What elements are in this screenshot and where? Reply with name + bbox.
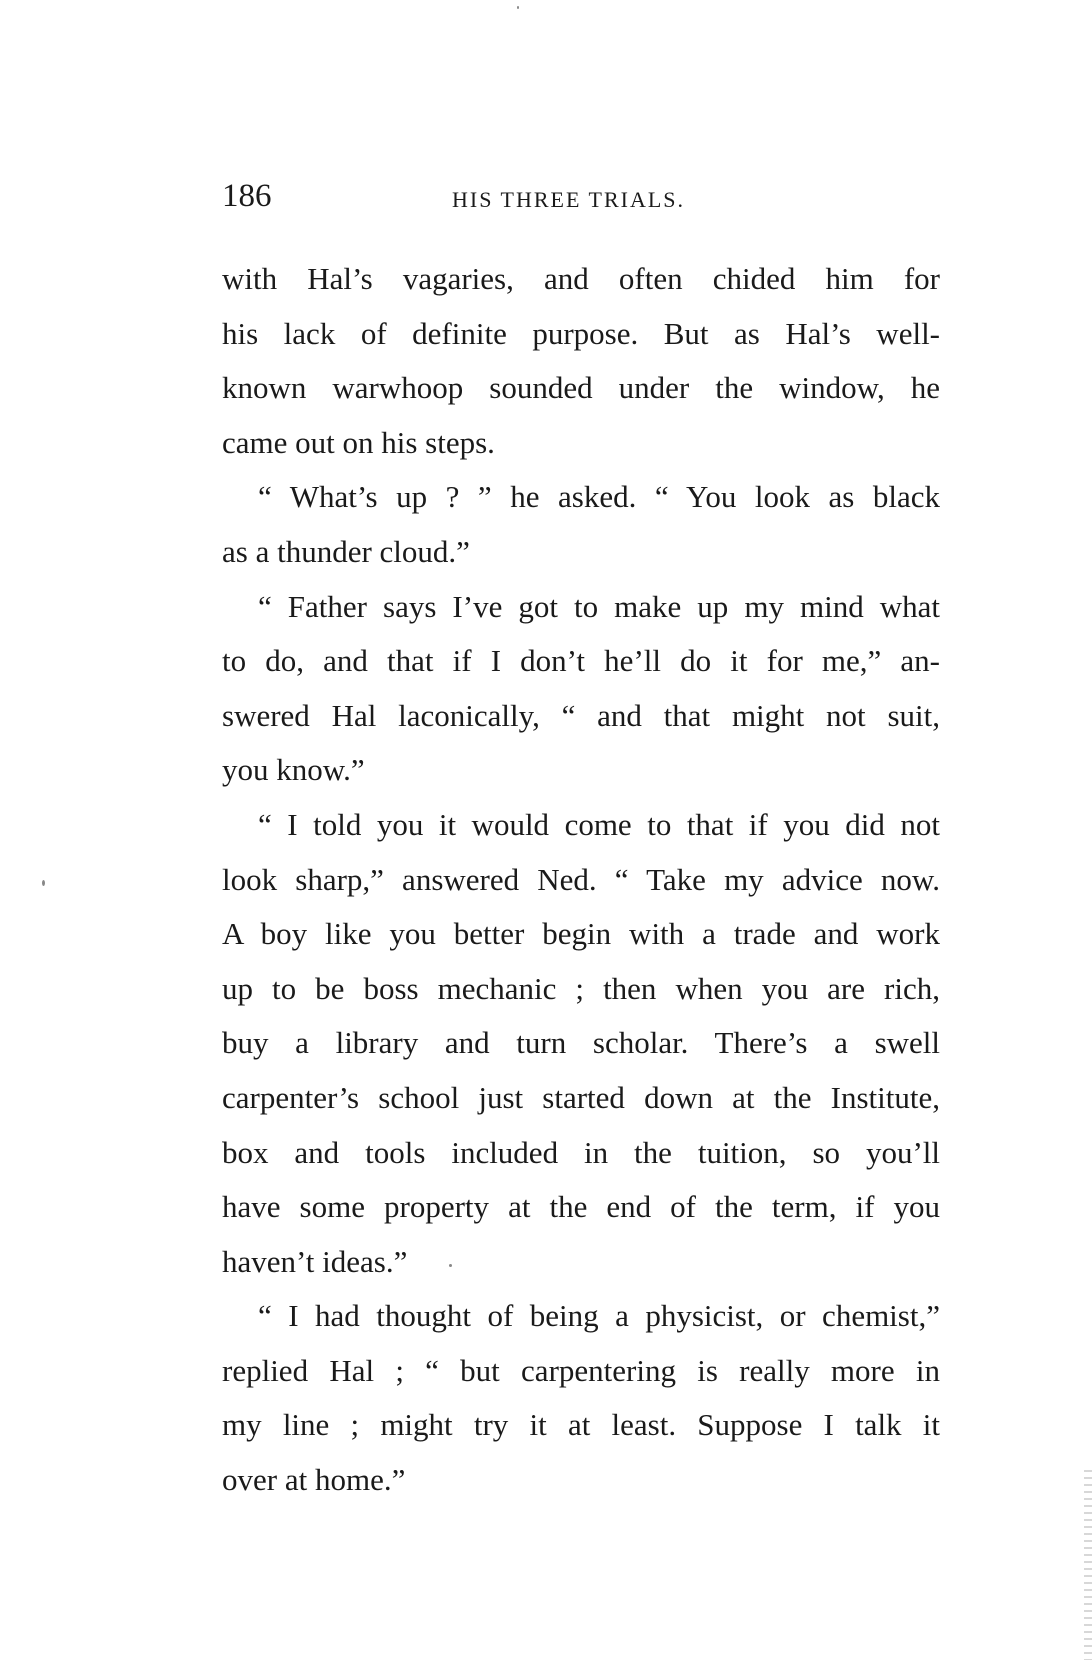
- text-line: “ I told you it would come to that if you did not: [258, 806, 940, 842]
- text-line: haven’t ideas.”: [222, 1243, 408, 1279]
- text-line: as a thunder cloud.”: [222, 533, 470, 569]
- page-number: 186: [222, 178, 272, 214]
- text-line: to do, and that if I don’t he’ll do it for me,” an-: [222, 643, 940, 679]
- text-line: with Hal’s vagaries, and often chided him for: [222, 261, 940, 296]
- text-line: carpenter’s school just started down at the Institute,: [222, 1079, 940, 1115]
- scan-speck: [517, 6, 519, 9]
- text-line: A boy like you better begin with a trade and work: [222, 916, 940, 952]
- scan-speck: [449, 1264, 452, 1267]
- text-line: “ I had thought of being a physicist, or chemist,”: [258, 1298, 940, 1334]
- page-header: [222, 172, 940, 220]
- text-line: you know.”: [222, 752, 365, 788]
- text-line: swered Hal laconically, “ and that might not suit,: [222, 697, 940, 733]
- text-line: his lack of definite purpose. But as Hal’s well-: [222, 315, 940, 351]
- text-line: came out on his steps.: [222, 424, 495, 460]
- text-line: “ What’s up ? ” he asked. “ You look as black: [258, 479, 940, 515]
- text-line: over at home.”: [222, 1462, 406, 1498]
- scan-speck: [42, 880, 45, 886]
- running-title: HIS THREE TRIALS.: [452, 187, 686, 212]
- text-line: known warwhoop sounded under the window, he: [222, 370, 940, 406]
- text-line: have some property at the end of the term, if you: [222, 1189, 940, 1225]
- scan-edge-marks: [1084, 1470, 1092, 1660]
- body-text: [222, 252, 940, 1508]
- text-line: replied Hal ; “ but carpentering is really more in: [222, 1352, 940, 1388]
- text-line: buy a library and turn scholar. There’s a swell: [222, 1025, 940, 1061]
- text-line: my line ; might try it at least. Suppose I talk it: [222, 1407, 940, 1443]
- text-line: up to be boss mechanic ; then when you are rich,: [222, 970, 940, 1006]
- text-line: box and tools included in the tuition, so you’ll: [222, 1134, 940, 1170]
- text-line: “ Father says I’ve got to make up my mind what: [258, 588, 940, 624]
- text-line: look sharp,” answered Ned. “ Take my advice now.: [222, 861, 940, 897]
